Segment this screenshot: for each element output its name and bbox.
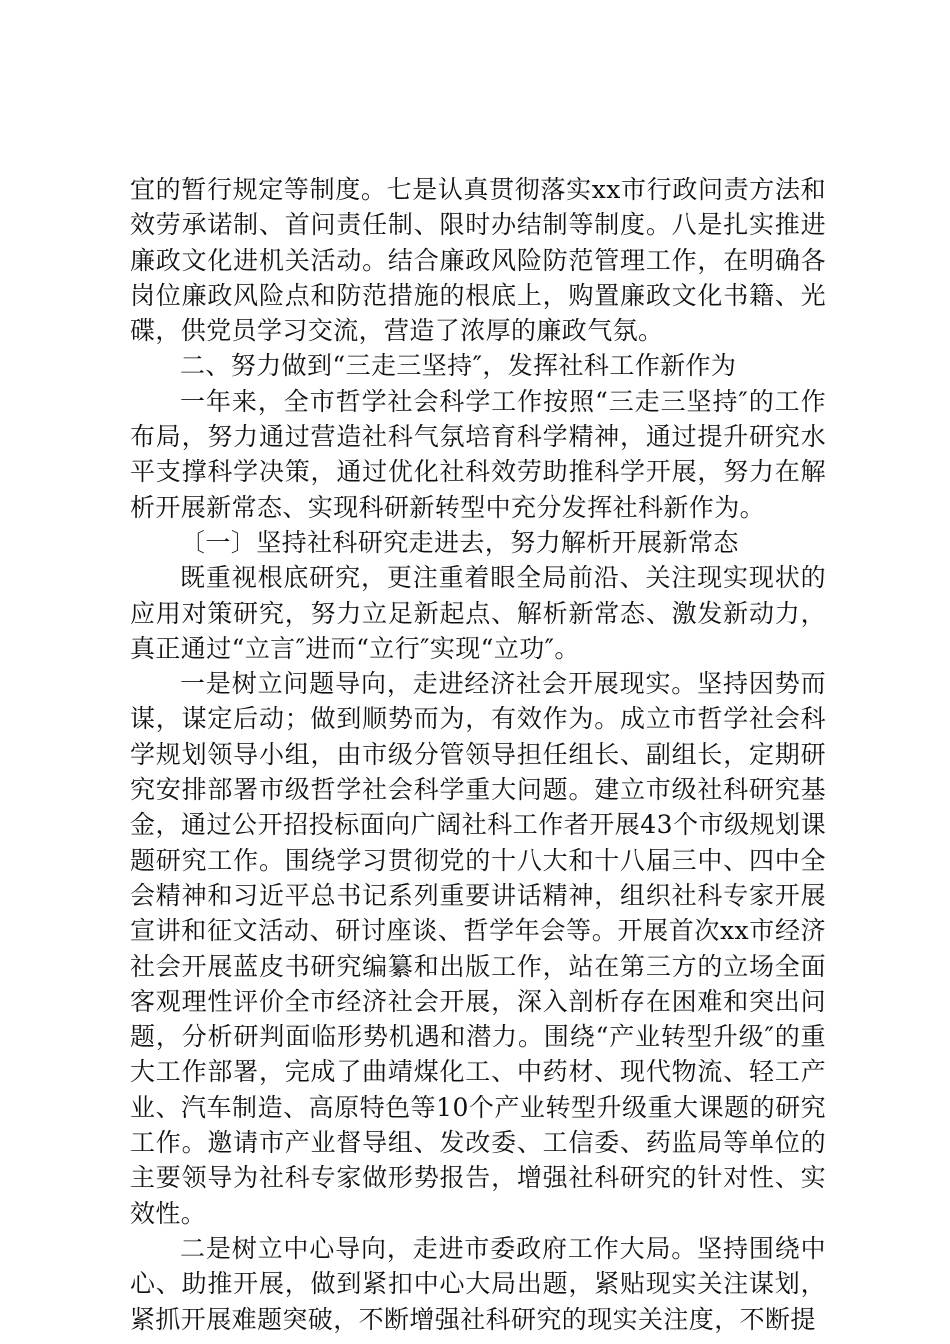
document-body <box>130 172 826 1337</box>
paragraph: 一是树立问题导向，走进经济社会开展现实。坚持因势而谋，谋定后动；做到顺势而为，有效作为。成立市哲学社会科学规划领导小组，由市级分管领导担任组长、副组长，定期研究安排部署市级哲学社会科学重大问题。建立市级社科研究基金，通过公开招投标面向广阔社科工作者开展43个市级规划课题研究工作。围绕学习贯彻党的十八大和十八届三中、四中全会精神和习近平总书记系列重要讲话精神，组织社科专家开展宣讲和征文活动、研讨座谈、哲学年会等。开展首次xx市经济社会开展蓝皮书研究编纂和出版工作，站在第三方的立场全面客观理性评价全市经济社会开展，深入剖析存在困难和突出问题，分析研判面临形势机遇和潜力。围绕“产业转型升级″的重大工作部署，完成了曲靖煤化工、中药材、现代物流、轻工产业、汽车制造、高原特色等10个产业转型升级重大课题的研究工作。邀请市产业督导组、发改委、工信委、药监局等单位的主要领导为社科专家做形势报告，增强社科研究的针对性、实效性。 <box>130 669 826 1228</box>
paragraph: 一年来，全市哲学社会科学工作按照“三走三坚持″的工作布局，努力通过营造社科气氛培育科学精神，通过提升研究水平支撑科学决策，通过优化社科效劳助推科学开展，努力在解析开展新常态、实现科研新转型中充分发挥社科新作为。 <box>130 386 826 522</box>
paragraph: 既重视根底研究，更注重着眼全局前沿、关注现实现状的应用对策研究，努力立足新起点、解析新常态、激发新动力，真正通过“立言″进而“立行″实现“立功″。 <box>130 563 826 663</box>
subsection-heading-1: 〔一〕坚持社科研究走进去，努力解析开展新常态 <box>180 527 739 557</box>
paragraph-continuation: 宜的暂行规定等制度。七是认真贯彻落实xx市行政问责方法和效劳承诺制、首问责任制、限时办结制等制度。八是扎实推进廉政文化进机关活动。结合廉政风险防范管理工作，在明确各岗位廉政风险点和防范措施的根底上，购置廉政文化书籍、光碟，供党员学习交流，营造了浓厚的廉政气氛。 <box>130 175 826 346</box>
paragraph: 二是树立中心导向，走进市委政府工作大局。坚持围绕中心、助推开展，做到紧扣中心大局出题，紧贴现实关注谋划，紧抓开展难题突破，不断增强社科研究的现实关注度，不断提 <box>130 1233 826 1334</box>
section-heading-2: 二、努力做到“三走三坚持″，发挥社科工作新作为 <box>180 351 737 381</box>
